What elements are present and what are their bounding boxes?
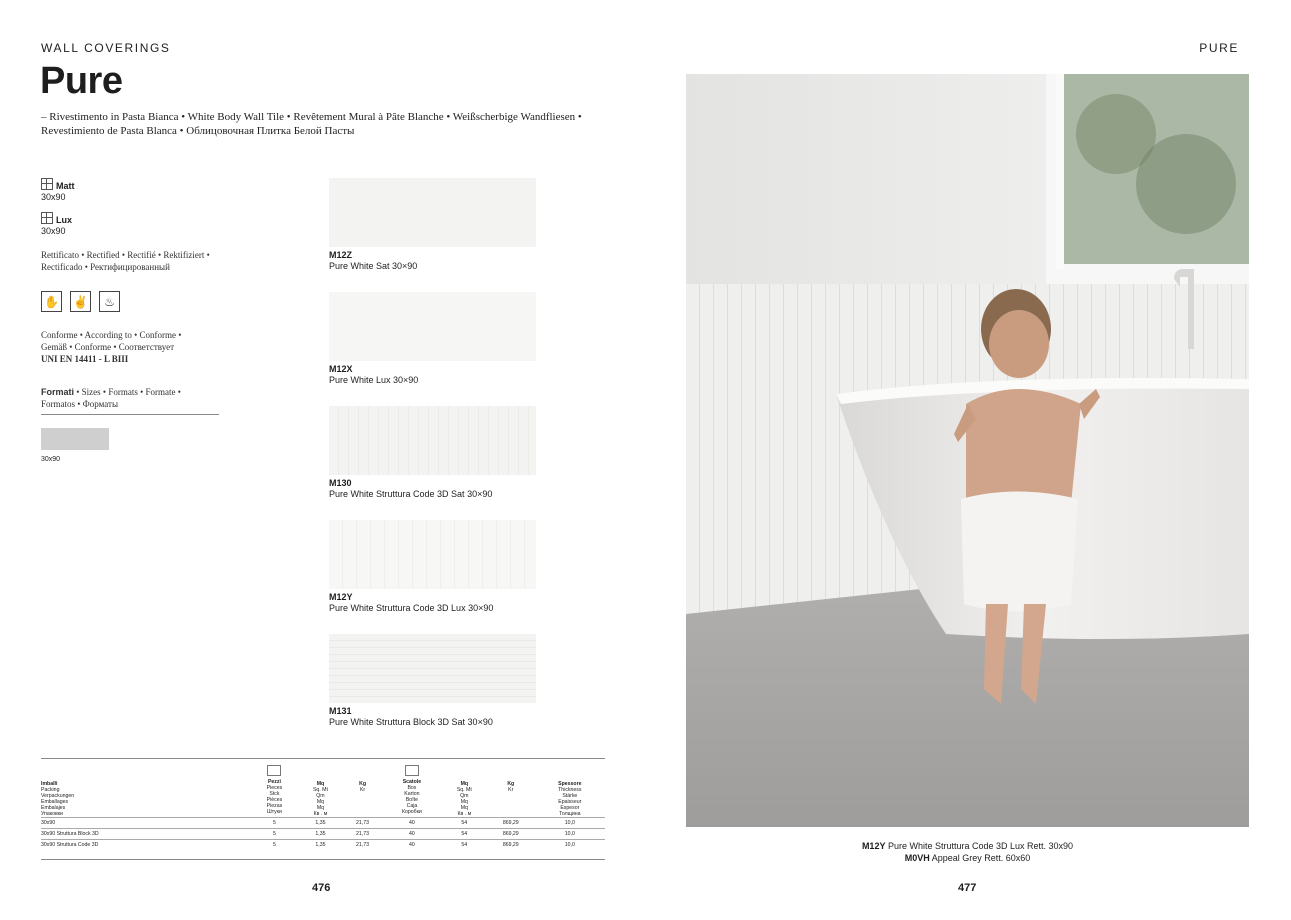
column-header-sqm-pallet: Mq Sq. Mt Qm Mq Mq Кв . м — [456, 781, 472, 817]
column-header-pieces: Pezzi Pieces Stck Pièces Piezas Штуки — [251, 759, 298, 818]
caption-code: M12Y — [861, 841, 886, 851]
column-header-kg-pallet: Kg Kr — [507, 781, 515, 793]
conformity-note — [41, 329, 191, 365]
section-kicker: WALL COVERINGS — [41, 41, 171, 55]
page-number-left: 476 — [312, 882, 331, 894]
tile-name: Pure White Struttura Code 3D Lux 30×90 — [329, 603, 494, 613]
finish-icon — [41, 212, 53, 224]
column-header-boxes: Scatole Box Karton Boîte Caja Коробки — [382, 759, 442, 818]
box-icon — [405, 765, 419, 776]
hands-icon: ✌ — [70, 291, 91, 312]
tile-code: M130 — [329, 478, 352, 488]
tile-preview — [329, 406, 536, 475]
rectified-note: Rettificato • Rectified • Rectifié • Rektifiziert • Rectificado • Ректифицированный — [41, 250, 210, 272]
finish-name: Matt — [56, 181, 75, 191]
caption-text: Appeal Grey Rett. 60x60 — [929, 853, 1031, 863]
collection-kicker: PURE — [1199, 41, 1239, 55]
divider — [41, 414, 219, 415]
column-header-sqm: Mq Sq. Mt Qm Mq Mq Кв . м — [312, 781, 328, 817]
format-swatch-label: 30x90 — [41, 456, 61, 463]
tile-name: Pure White Struttura Code 3D Sat 30×90 — [329, 489, 493, 499]
conformity-text: Conforme • According to • Conforme • Gemäß • Conforme • Соответствует — [41, 330, 182, 352]
tile-name: Pure White Lux 30×90 — [329, 375, 419, 385]
column-header-kg: Kg Kr — [359, 781, 366, 793]
finish-matt — [41, 178, 75, 203]
conformity-standard: UNI EN 14411 - L BIII — [41, 354, 129, 364]
page-title: Pure — [40, 60, 123, 102]
room-photo — [686, 74, 1249, 827]
table-header-label: Imballi Packing Verpackungen Emballages Embalajes Упаковки — [41, 781, 75, 817]
table-row: 30x90 Struttura Block 3D 5 1,35 21,73 40 54 869,29 10,0 — [41, 829, 605, 840]
page-number-right: 477 — [958, 882, 977, 894]
tile-code: M12X — [329, 364, 353, 374]
photo-caption — [686, 840, 1249, 864]
bathroom-illustration — [686, 74, 1249, 827]
page-subtitle: – Rivestimento in Pasta Bianca • White Body Wall Tile • Revêtement Mural à Pâte Blanche • Weißscherbige Wandfliesen • Revestimiento de Pasta Blanca • Облицовочная Плитка Белой Пасты — [41, 111, 582, 137]
format-swatch — [41, 428, 109, 450]
tile-name: Pure White Sat 30×90 — [329, 261, 418, 271]
tile-preview — [329, 520, 536, 589]
caption-code: M0VH — [904, 853, 930, 863]
finish-lux — [41, 212, 72, 237]
finish-size: 30x90 — [41, 192, 66, 202]
fire-icon: ♨ — [99, 291, 120, 312]
tile-code: M131 — [329, 706, 352, 716]
finish-size: 30x90 — [41, 226, 66, 236]
table-bottom-rule — [41, 859, 605, 860]
tile-preview — [329, 178, 536, 247]
tile-preview — [329, 634, 536, 703]
formats-bold: Formati — [41, 387, 75, 397]
finish-icon — [41, 178, 53, 190]
column-header-thickness: Spessore Thickness Stärke Epaisseur Espesor Толщина — [558, 781, 582, 817]
formats-rest: • Sizes • Formats • Formate • Formatos • Форматы — [41, 387, 181, 409]
caption-text: Pure White Struttura Code 3D Lux Rett. 30x90 — [885, 841, 1074, 851]
formats-heading — [41, 386, 211, 410]
tile-stack-icon — [267, 765, 281, 776]
tile-code: M12Y — [329, 592, 353, 602]
table-row: 30x90 Struttura Code 3D 5 1,35 21,73 40 54 869,29 10,0 — [41, 840, 605, 851]
tile-name: Pure White Struttura Block 3D Sat 30×90 — [329, 717, 493, 727]
tile-preview — [329, 292, 536, 361]
finish-name: Lux — [56, 215, 73, 225]
packing-table — [41, 758, 605, 850]
table-row: 30x90 5 1,35 21,73 40 54 869,29 10,0 — [41, 818, 605, 829]
hand-icon: ✋ — [41, 291, 62, 312]
property-badges — [41, 291, 120, 312]
tile-code: M12Z — [329, 250, 353, 260]
